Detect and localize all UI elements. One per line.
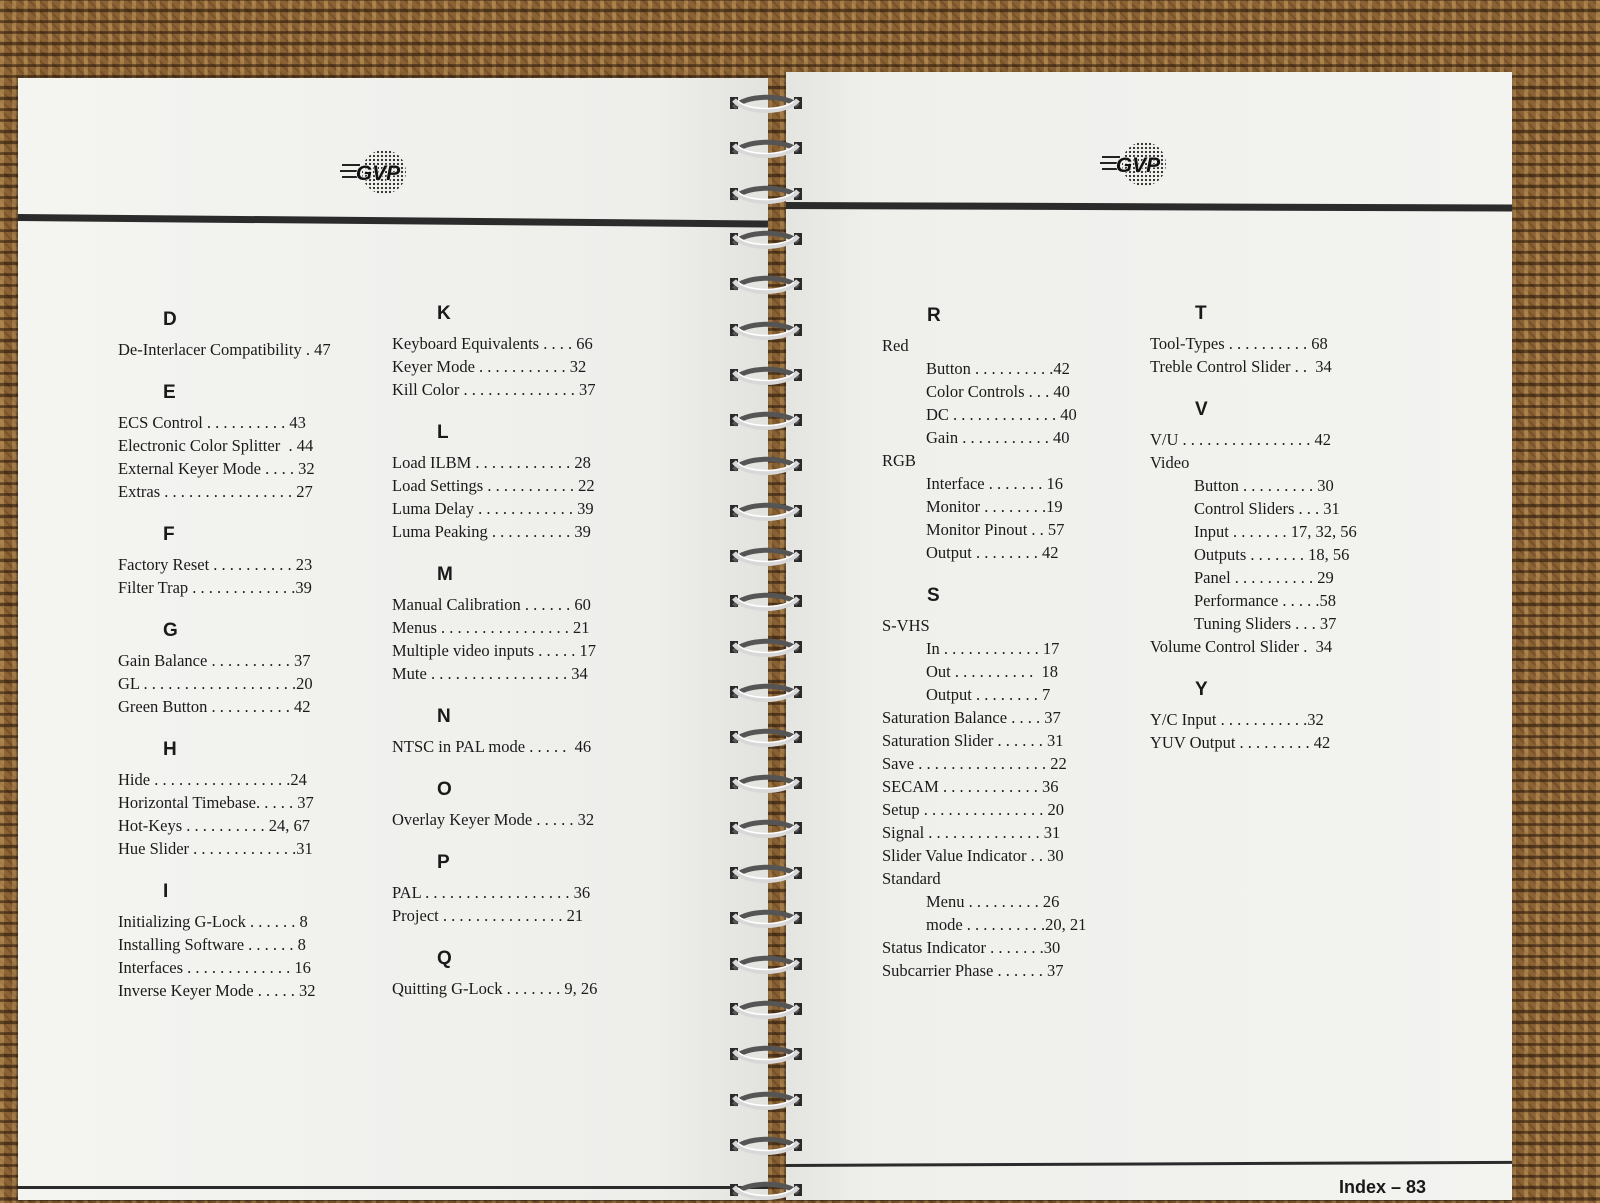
spiral-coil [728,179,806,207]
index-entry: Manual Calibration . . . . . . 60 [392,595,591,614]
spiral-coil [728,994,806,1022]
index-entry: S-VHS [882,616,930,635]
index-entry: Project . . . . . . . . . . . . . . . 21 [392,906,584,925]
spiral-binding [728,88,806,1200]
spiral-coil [728,88,806,116]
spiral-coil [728,722,806,750]
index-entry: Saturation Slider . . . . . . 31 [882,731,1064,750]
index-entry: V/U . . . . . . . . . . . . . . . . 42 [1150,430,1332,449]
header-rule [786,202,1512,212]
index-letter-g: G [163,620,178,641]
index-entry: Menus . . . . . . . . . . . . . . . . 21 [392,618,590,637]
spiral-coil [728,1039,806,1067]
index-subentry: Control Sliders . . . 31 [1194,499,1340,518]
index-letter-m: M [437,564,453,585]
gvp-logo-text: GVP [355,162,401,185]
index-entry: Load ILBM . . . . . . . . . . . . 28 [392,453,591,472]
index-letter-l: L [437,422,449,443]
index-entry: ECS Control . . . . . . . . . . 43 [118,413,306,432]
index-column-2 [392,302,672,1000]
index-entry: Treble Control Slider . . 34 [1150,357,1332,376]
index-entry: Green Button . . . . . . . . . . 42 [118,697,311,716]
index-letter-k: K [437,303,451,324]
index-entry: Hot-Keys . . . . . . . . . . 24, 67 [118,816,311,835]
index-letter-q: Q [437,948,452,969]
spiral-coil [728,360,806,388]
page-footer: Index – 83 [1338,1177,1426,1197]
index-entry: Multiple video inputs . . . . . 17 [392,641,596,660]
index-subentry: Performance . . . . .58 [1194,591,1337,610]
index-entry: GL . . . . . . . . . . . . . . . . . . .20 [118,674,313,693]
index-subentry: Interface . . . . . . . 16 [926,474,1063,493]
index-entry: Keyboard Equivalents . . . . 66 [392,334,593,353]
index-column-1 [118,308,378,1002]
spiral-coil [728,677,806,705]
index-entry: Gain Balance . . . . . . . . . . 37 [118,651,311,670]
index-letter-o: O [437,779,452,800]
gvp-logo-text: GVP [1115,154,1161,177]
index-subentry: In . . . . . . . . . . . . 17 [926,639,1060,658]
spiral-coil [728,949,806,977]
index-entry: Luma Delay . . . . . . . . . . . . 39 [392,499,594,518]
index-entry: Status Indicator . . . . . . .30 [882,938,1061,957]
spiral-coil [728,903,806,931]
index-entry: Interfaces . . . . . . . . . . . . . 16 [118,958,311,977]
index-letter-h: H [163,739,177,760]
index-letter-r: R [927,305,941,326]
index-subentry: Monitor Pinout . . 57 [926,520,1065,539]
gvp-logo [1100,138,1170,190]
index-entry: Setup . . . . . . . . . . . . . . . 20 [882,800,1064,819]
index-entry: Tool-Types . . . . . . . . . . 68 [1150,334,1328,353]
spiral-coil [728,450,806,478]
spiral-coil [728,405,806,433]
index-letter-p: P [437,852,450,873]
index-letter-s: S [927,585,940,606]
index-entry: Slider Value Indicator . . 30 [882,846,1064,865]
index-letter-i: I [163,881,169,902]
index-letter-v: V [1195,399,1208,420]
index-entry: Installing Software . . . . . . 8 [118,935,306,954]
index-letter-d: D [163,309,177,330]
index-subentry: Menu . . . . . . . . . 26 [926,892,1060,911]
header-rule [18,214,768,228]
spiral-coil [728,315,806,343]
index-subentry: Color Controls . . . 40 [926,382,1070,401]
index-entry: Quitting G-Lock . . . . . . . 9, 26 [392,979,598,998]
index-entry: Hue Slider . . . . . . . . . . . . .31 [118,839,313,858]
index-entry: Inverse Keyer Mode . . . . . 32 [118,981,316,1000]
index-entry: Volume Control Slider . 34 [1150,637,1333,656]
index-entry: NTSC in PAL mode . . . . . 46 [392,737,592,756]
index-entry: Hide . . . . . . . . . . . . . . . . .24 [118,770,307,789]
index-entry: Horizontal Timebase. . . . . 37 [118,793,314,812]
index-entry: Extras . . . . . . . . . . . . . . . . 27 [118,482,313,501]
index-entry: RGB [882,451,916,470]
spiral-coil [728,1130,806,1158]
index-entry: Subcarrier Phase . . . . . . 37 [882,961,1064,980]
index-entry: Electronic Color Splitter . 44 [118,436,314,455]
index-subentry: Input . . . . . . . 17, 32, 56 [1194,522,1357,541]
index-entry: Keyer Mode . . . . . . . . . . . 32 [392,357,587,376]
index-entry: Kill Color . . . . . . . . . . . . . . 37 [392,380,596,399]
spiral-coil [728,586,806,614]
spiral-coil [728,541,806,569]
index-entry: External Keyer Mode . . . . 32 [118,459,315,478]
spiral-coil [728,632,806,660]
spiral-coil [728,768,806,796]
index-entry: Video [1150,453,1190,472]
spiral-coil [728,133,806,161]
index-entry: Overlay Keyer Mode . . . . . 32 [392,810,595,829]
index-entry: Load Settings . . . . . . . . . . . 22 [392,476,595,495]
index-subentry: Tuning Sliders . . . 37 [1194,614,1337,633]
index-entry: Luma Peaking . . . . . . . . . . 39 [392,522,591,541]
index-letter-e: E [163,382,176,403]
right-page [786,72,1512,1200]
index-subentry: Gain . . . . . . . . . . . 40 [926,428,1070,447]
index-subentry: Outputs . . . . . . . 18, 56 [1194,545,1350,564]
index-letter-t: T [1195,303,1207,324]
spiral-coil [728,1085,806,1113]
spiral-coil [728,269,806,297]
index-entry: Filter Trap . . . . . . . . . . . . .39 [118,578,312,597]
index-entry: YUV Output . . . . . . . . . 42 [1150,733,1331,752]
index-entry: PAL . . . . . . . . . . . . . . . . . . 36 [392,883,591,902]
index-entry: SECAM . . . . . . . . . . . . 36 [882,777,1059,796]
index-entry: De-Interlacer Compatibility . 47 [118,340,331,359]
index-entry: Signal . . . . . . . . . . . . . . 31 [882,823,1061,842]
spiral-coil [728,224,806,252]
index-subentry: DC . . . . . . . . . . . . . 40 [926,405,1077,424]
index-subentry: Output . . . . . . . . 42 [926,543,1059,562]
index-entry: Initializing G-Lock . . . . . . 8 [118,912,308,931]
footer-rule [786,1161,1512,1167]
spiral-coil [728,1175,806,1203]
index-entry: Standard [882,869,941,888]
index-column-3 [882,304,1132,982]
index-letter-f: F [163,524,175,545]
index-entry: Y/C Input . . . . . . . . . . .32 [1150,710,1324,729]
index-subentry: mode . . . . . . . . . .20, 21 [926,915,1087,934]
index-subentry: Button . . . . . . . . . 30 [1194,476,1334,495]
left-page [18,78,768,1200]
index-entry: Red [882,336,909,355]
index-letter-y: Y [1195,679,1208,700]
index-subentry: Out . . . . . . . . . . 18 [926,662,1058,681]
index-subentry: Monitor . . . . . . . .19 [926,497,1063,516]
index-subentry: Output . . . . . . . . 7 [926,685,1051,704]
index-subentry: Panel . . . . . . . . . . 29 [1194,568,1334,587]
index-entry: Mute . . . . . . . . . . . . . . . . . 34 [392,664,588,683]
spiral-coil [728,858,806,886]
index-column-4 [1150,302,1410,754]
gvp-logo [340,146,410,198]
index-entry: Save . . . . . . . . . . . . . . . . 22 [882,754,1067,773]
spiral-coil [728,496,806,524]
footer-rule [18,1186,768,1189]
index-subentry: Button . . . . . . . . . .42 [926,359,1070,378]
index-letter-n: N [437,706,451,727]
index-entry: Saturation Balance . . . . 37 [882,708,1061,727]
spiral-coil [728,813,806,841]
index-entry: Factory Reset . . . . . . . . . . 23 [118,555,313,574]
